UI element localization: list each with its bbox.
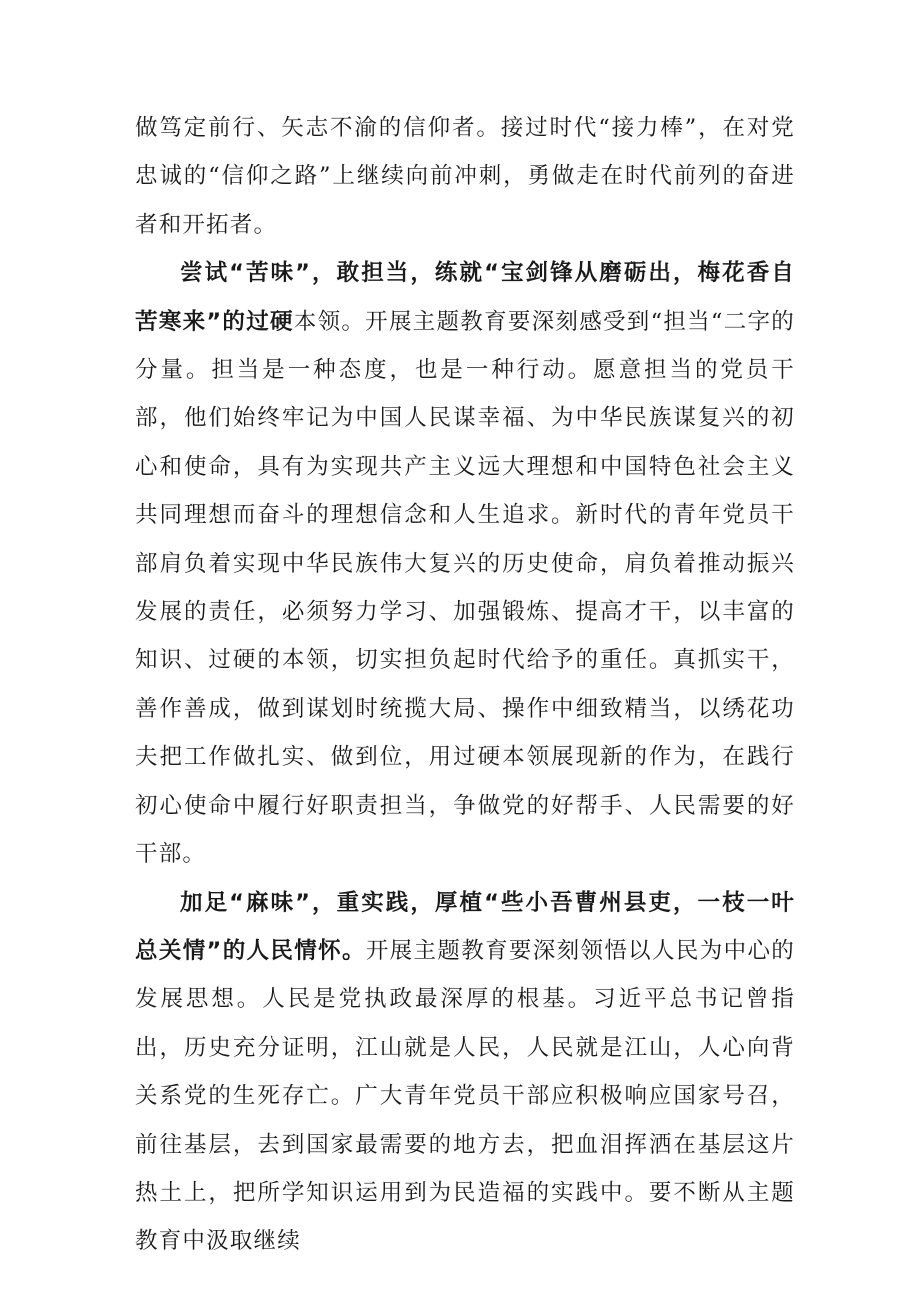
paragraph-1-text: 做笃定前行、矢志不渝的信仰者。接过时代“接力棒”，在对党忠诚的“信仰之路”上继续向前冲刺，勇做走在时代前列的奋进者和开拓者。: [135, 115, 795, 238]
paragraph-2-heading: 尝试“苦味”，敢担当，练就“宝剑锋从磨砺出，梅花香自苦寒来”的过硬: [135, 260, 795, 335]
paragraph-1: [135, 104, 795, 249]
paragraph-3-text: 开展主题教育要深刻领悟以人民为中心的发展思想。人民是党执政最深厚的根基。习近平总书记曾指出，历史充分证明，江山就是人民，人民就是江山，人心向背关系党的生死存亡。广大青年党员干部应积极响应国家号召，前往基层，去到国家最需要的地方去，把血泪挥洒在基层这片热土上，把所学知识运用到为民造福的实践中。要不断从主题教育中汲取继续: [135, 937, 795, 1255]
paragraph-2-text: 本领。开展主题教育要深刻感受到“担当“二字的分量。担当是一种态度，也是一种行动。愿意担当的党员干部，他们始终牢记为中国人民谋幸福、为中华民族谋复兴的初心和使命，具有为实现共产主义远大理想和中国特色社会主义共同理想而奋斗的理想信念和人生追求。新时代的青年党员干部肩负着实现中华民族伟大复兴的历史使命，肩负着推动振兴发展的责任，必须努力学习、加强锻炼、提高才干，以丰富的知识、过硬的本领，切实担负起时代给予的重任。真抓实干，善作善成，做到谋划时统揽大局、操作中细致精当，以绣花功夫把工作做扎实、做到位，用过硬本领展现新的作为，在践行初心使命中履行好职责担当，争做党的好帮手、人民需要的好干部。: [135, 308, 795, 868]
paragraph-3-heading: 加足“麻味”，重实践，厚植“些小吾曹州县吏，一枝一叶总关情”的人民情怀。: [135, 889, 795, 964]
paragraph-2: [135, 249, 795, 878]
paragraph-3: [135, 879, 795, 1266]
document-body: [135, 104, 795, 1266]
